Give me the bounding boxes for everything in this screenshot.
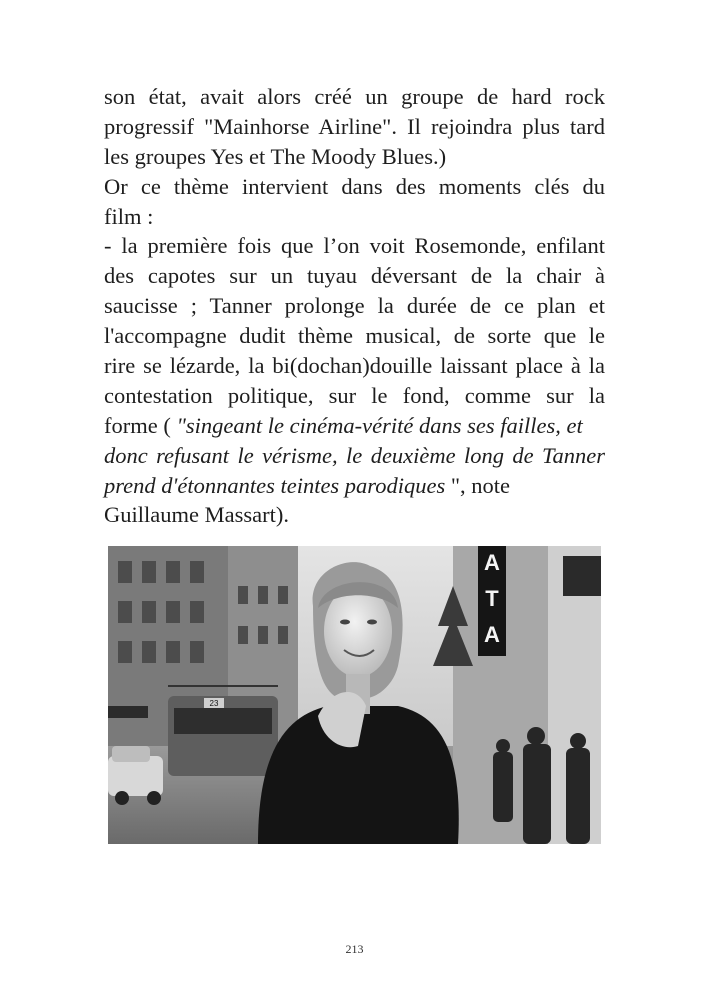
quote-text: prend d'étonnantes teintes parodiques xyxy=(104,472,446,498)
quote-text: donc refusant le vérisme, le deuxième long de Tanner xyxy=(104,442,605,468)
text-line: Or ce thème intervient dans des moments clés du xyxy=(104,173,605,199)
text-line: contestation politique, sur le fond, comme sur la xyxy=(104,382,605,408)
text-line: - la première fois que l’on voit Rosemonde, enfilant xyxy=(104,233,605,259)
text-line: les groupes Yes et The Moody Blues.) xyxy=(104,143,447,169)
sign-letter: T xyxy=(485,586,499,611)
text-line xyxy=(104,471,605,501)
body-text xyxy=(104,82,605,530)
tram-number: 23 xyxy=(209,699,219,708)
text-line: l'accompagne dudit thème musical, de sorte que le xyxy=(104,323,605,349)
text-line: son état, avait alors créé un groupe de hard rock xyxy=(104,84,605,109)
quote-text: "singeant le cinéma-vérité dans ses failles, et xyxy=(176,412,583,438)
sign-letter: A xyxy=(484,622,500,647)
page-number: 213 xyxy=(345,942,364,956)
tram xyxy=(168,686,278,776)
film-still-photo xyxy=(108,546,601,844)
sign-letter: A xyxy=(484,550,500,575)
text-fragment: ", note xyxy=(445,472,511,498)
text-fragment: forme ( xyxy=(104,412,177,438)
text-line xyxy=(104,411,605,441)
text-line: des capotes sur un tuyau déversant de la chair à xyxy=(104,263,605,289)
text-line: progressif "Mainhorse Airline". Il rejoindra plus tard xyxy=(104,113,605,139)
text-line: Guillaume Massart). xyxy=(104,502,289,528)
text-line: film : xyxy=(104,203,154,229)
text-line: saucisse ; Tanner prolonge la durée de ce plan et xyxy=(104,293,605,319)
text-line: rire se lézarde, la bi(dochan)douille laissant place à la xyxy=(104,353,605,379)
